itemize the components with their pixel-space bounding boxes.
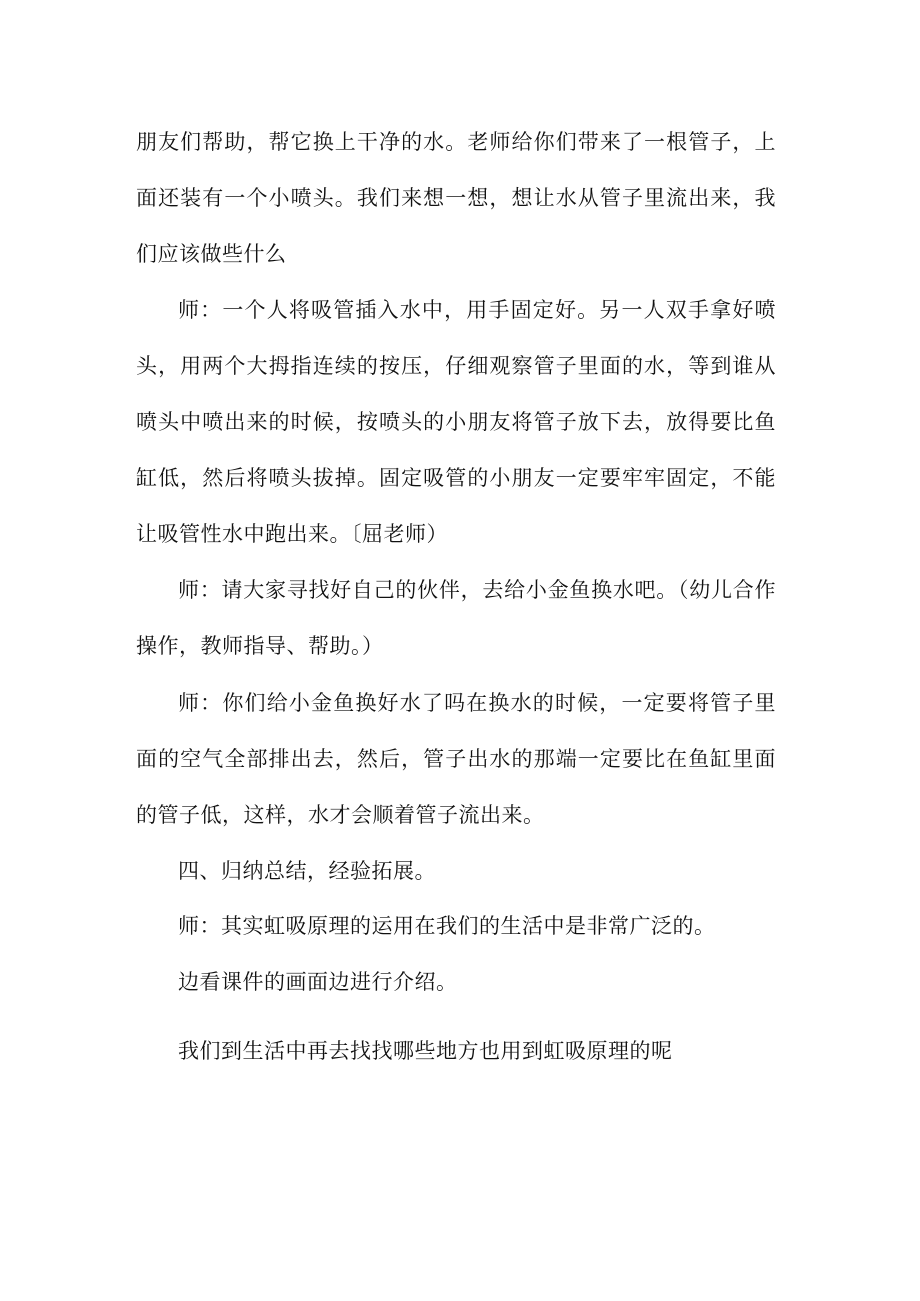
paragraph-siphon-use: 师：其实虹吸原理的运用在我们的生活中是非常广泛的。 xyxy=(178,914,716,938)
paragraph-teacher-instructions: 师：一个人将吸管插入水中，用手固定好。另一人双手拿好喷头，用两个大拇指连续的按压，仔细观察管子里面的水，等到谁从喷头中喷出来的时候，按喷头的小朋友将管子放下去，放得要比鱼缸低，然后将喷头拔掉。固定吸管的小朋友一定要牢牢固定，不能让吸管性水中跑出来。〔屈老师） xyxy=(136,298,776,546)
paragraph-partner-activity: 师：请大家寻找好自己的伙伴，去给小金鱼换水吧。（幼儿合作操作，教师指导、帮助。） xyxy=(136,578,776,658)
paragraph-closing-question: 我们到生活中再去找找哪些地方也用到虹吸原理的呢 xyxy=(178,1039,673,1063)
paragraph-courseware: 边看课件的画面边进行介绍。 xyxy=(178,970,458,994)
section-heading-summary: 四、归纳总结，经验拓展。 xyxy=(178,859,436,883)
paragraph-water-check: 师：你们给小金鱼换好水了吗在换水的时候，一定要将管子里面的空气全部排出去，然后，管子出水的那端一定要比在鱼缸里面的管子低，这样，水才会顺着管子流出来。 xyxy=(136,691,776,827)
paragraph-intro: 朋友们帮助，帮它换上干净的水。老师给你们带来了一根管子，上面还装有一个小喷头。我们来想一想，想让水从管子里流出来，我们应该做些什么 xyxy=(136,130,776,266)
